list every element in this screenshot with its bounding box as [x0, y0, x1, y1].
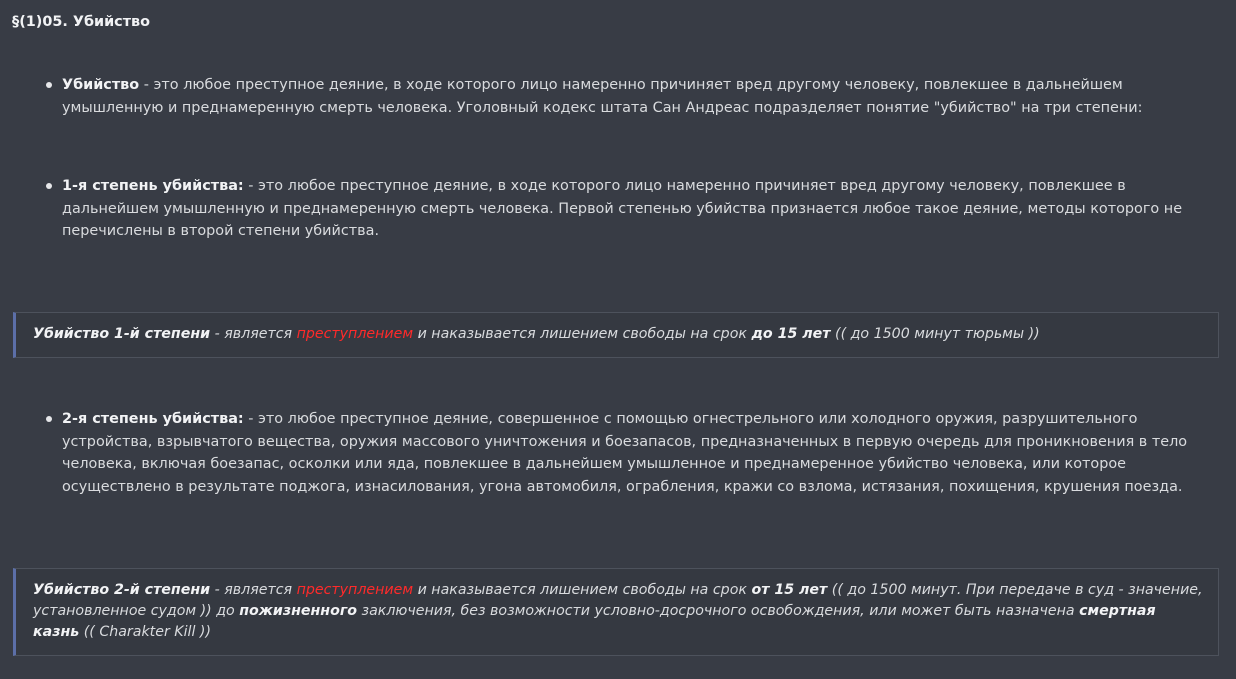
penalty-subject: Убийство 2-й степени: [33, 582, 211, 598]
penalty-rest: заключения, без возможности условно-досрочного освобождения, или может быть назначена: [357, 603, 1080, 619]
list-item-murder: [62, 74, 1226, 119]
penalty-term: до 15 лет: [751, 326, 831, 342]
penalty-note: (( до 1500 минут. При передаче в суд - значение, установленное судом )) до: [33, 582, 1203, 619]
penalty-term: от 15 лет: [751, 582, 828, 598]
crime-label: преступлением: [296, 582, 414, 598]
penalty-punish: и наказывается лишением свободы на срок: [413, 326, 752, 342]
penalty-death: смертная казнь: [33, 603, 1156, 640]
penalty-is: - является: [210, 582, 297, 598]
term-murder: Убийство: [62, 77, 140, 93]
penalty-is: - является: [210, 326, 297, 342]
page-title: §(1)05. Убийство: [12, 14, 151, 30]
definition-murder: - это любое преступное деяние, в ходе которого лицо намеренно причиняет вред другому человеку, повлекшее в дальнейшем умышленную и преднамеренную смерть человека. Уголовный кодекс штата Сан Андреас подразделяет понятие "убийство" на три степени:: [62, 77, 1143, 116]
term-second-degree: 2-я степень убийства:: [62, 411, 244, 427]
penalty-tail: (( Charakter Kill )): [79, 624, 212, 640]
penalty-punish: и наказывается лишением свободы на срок: [413, 582, 752, 598]
term-first-degree: 1-я степень убийства:: [62, 178, 244, 194]
definition-list-2: [43, 175, 1226, 243]
definition-first-degree: - это любое преступное деяние, в ходе которого лицо намеренно причиняет вред другому человеку, повлекшее в дальнейшем умышленную и преднамеренную смерть человека. Первой степенью убийства признается любое такое деяние, методы которого не перечислены в второй степени убийства.: [62, 178, 1183, 240]
penalty-quote-second-degree: [13, 568, 1219, 656]
definition-second-degree: - это любое преступное деяние, совершенное с помощью огнестрельного или холодного оружия, разрушительного устройства, взрывчатого вещества, оружия массового уничтожения и боезапасов, предназначенных в первую очередь для проникновения в тело человека, включая боезапас, осколки или яда, повлекшее в дальнейшем умышленное и преднамеренное убийство человека, или которое осуществлено в результате поджога, изнасилования, угона автомобиля, ограбления, кражи со взлома, истязания, похищения, крушения поезда.: [62, 411, 1188, 495]
penalty-subject: Убийство 1-й степени: [33, 326, 211, 342]
definition-list-1: [43, 74, 1226, 119]
list-item-second-degree: [62, 408, 1226, 498]
penalty-note: (( до 1500 минут тюрьмы )): [830, 326, 1040, 342]
definition-list-3: [43, 408, 1226, 498]
list-item-first-degree: [62, 175, 1226, 243]
penalty-life: пожизненного: [239, 603, 358, 619]
crime-label: преступлением: [296, 326, 414, 342]
penalty-quote-first-degree: [13, 312, 1219, 358]
